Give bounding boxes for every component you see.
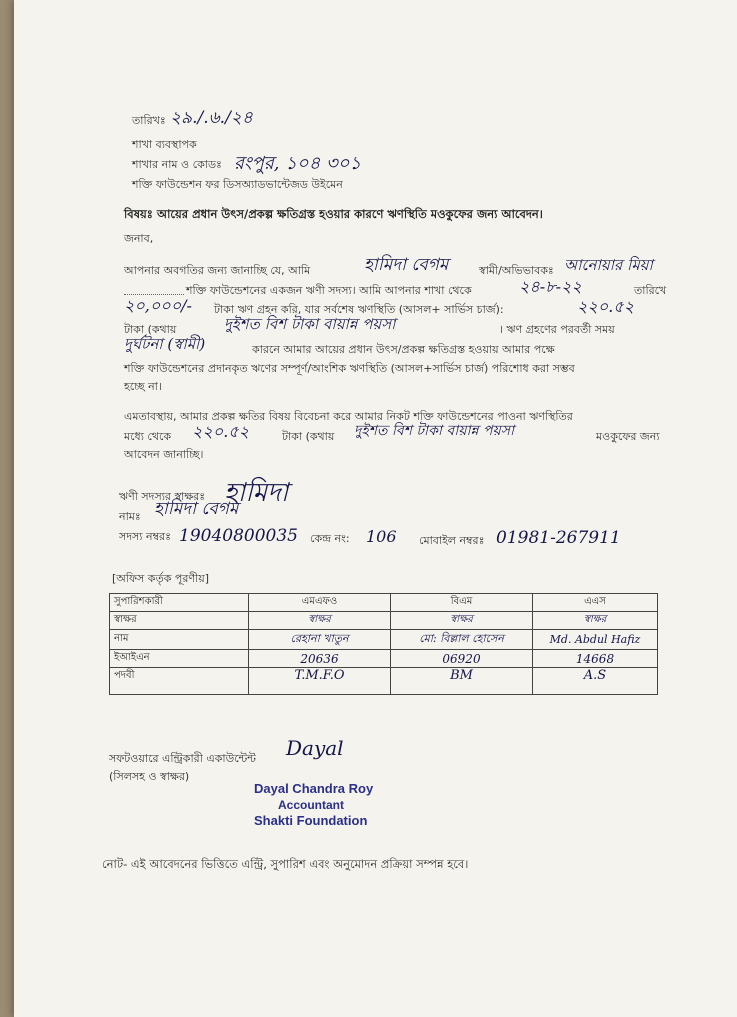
waiver-words-handwritten: দুইশত বিশ টাকা বায়ান্ন পয়সা bbox=[354, 423, 515, 439]
date-label: তারিখঃ bbox=[132, 114, 166, 127]
as-signature: স্বাক্ষর bbox=[533, 612, 658, 630]
mfo-ein: 20636 bbox=[249, 650, 391, 668]
member-signature: হামিদা bbox=[224, 478, 289, 508]
recipient-line1: শাখা ব্যবস্থাপক bbox=[132, 138, 197, 151]
para1-text8: কারনে আমার আয়ের প্রধান উৎস/প্রকল্প ক্ষতিগ্রস্ত হওয়ায় আমার পক্ষে bbox=[252, 343, 555, 356]
bm-ein: 06920 bbox=[391, 650, 533, 668]
words-handwritten: দুইশত বিশ টাকা বায়ান্ন পয়সা bbox=[224, 315, 396, 333]
table-header-cell: এমএফও bbox=[249, 594, 391, 612]
table-header-cell: সুপারিশকারী bbox=[110, 594, 249, 612]
table-row bbox=[110, 612, 658, 630]
bm-designation: BM bbox=[391, 668, 533, 695]
table-header-cell: বিএম bbox=[391, 594, 533, 612]
recommendation-table bbox=[109, 593, 658, 695]
para1-text9: শক্তি ফাউন্ডেশনের প্রদানকৃত ঋণের সম্পূর্ণ/আংশিক ঋণস্থিতি (আসল+সার্ভিস চার্জ) পরিশোধ করা সম্ভব bbox=[124, 362, 575, 375]
member-no: 19040800035 bbox=[179, 526, 298, 546]
row-label: নাম bbox=[110, 630, 249, 650]
accountant-seal-note: (সিলসহ ও স্বাক্ষর) bbox=[109, 770, 190, 783]
para1-text7: । ঋণ গ্রহণের পরবর্তী সময় bbox=[499, 323, 615, 336]
para2-text4: মওকুফের জন্য bbox=[596, 430, 660, 443]
outstanding-handwritten: ২২০.৫২ bbox=[577, 297, 635, 316]
table-row bbox=[110, 630, 658, 650]
as-designation: A.S bbox=[533, 668, 658, 695]
row-label: স্বাক্ষর bbox=[110, 612, 249, 630]
para1-text4: তারিখে bbox=[634, 284, 667, 297]
para1-text3: শক্তি ফাউন্ডেশনের একজন ঋণী সদস্য। আমি আপনার শাখা থেকে bbox=[186, 284, 472, 297]
loan-amount-handwritten: ২০,০০০/- bbox=[124, 296, 192, 315]
mfo-signature: স্বাক্ষর bbox=[249, 612, 391, 630]
para1-text2: স্বামী/অভিভাবকঃ bbox=[479, 264, 554, 277]
member-signature-label: ঋণী সদস্যর স্বাক্ষরঃ bbox=[119, 490, 206, 503]
accountant-signature: Dayal bbox=[286, 736, 344, 760]
member-no-label: সদস্য নম্বরঃ bbox=[119, 530, 171, 543]
waiver-amount-handwritten: ২২০.৫২ bbox=[192, 422, 250, 441]
table-header-cell: এএস bbox=[533, 594, 658, 612]
office-use-label: [অফিস কর্তৃক পূরণীয়] bbox=[112, 572, 209, 585]
row-label: পদবী bbox=[110, 668, 249, 695]
para1-text1: আপনার অবগতির জন্য জানাচ্ছি যে, আমি bbox=[124, 264, 311, 277]
recipient-branch-value: রংপুর, ১০৪ ৩০১ bbox=[234, 153, 362, 174]
as-name: Md. Abdul Hafiz bbox=[533, 630, 658, 650]
footer-note: নোট- এই আবেদনের ভিত্তিতে এন্ট্রি, সুপারিশ এবং অনুমোদন প্রক্রিয়া সম্পন্ন হবে। bbox=[102, 857, 469, 871]
guardian-name-handwritten: আনোয়ার মিয়া bbox=[564, 256, 653, 274]
para2-text5: আবেদন জানাচ্ছি। bbox=[124, 448, 204, 461]
bm-signature: স্বাক্ষর bbox=[391, 612, 533, 630]
table-row bbox=[110, 668, 658, 695]
mfo-designation: T.M.F.O bbox=[249, 668, 391, 695]
mfo-name: রেহানা খাতুন bbox=[249, 630, 391, 650]
mobile-label: মোবাইল নম্বরঃ bbox=[419, 534, 485, 547]
table-row bbox=[110, 650, 658, 668]
para1-text10: হচ্ছে না। bbox=[124, 380, 162, 393]
row-label: ইআইএন bbox=[110, 650, 249, 668]
application-form bbox=[14, 0, 737, 1017]
center-label: কেন্দ্র নং: bbox=[310, 532, 350, 545]
member-name: হামিদা বেগম bbox=[154, 499, 239, 519]
recipient-branch-label: শাখার নাম ও কোডঃ bbox=[132, 158, 222, 171]
mobile-no: 01981-267911 bbox=[496, 528, 621, 548]
para2-text3: টাকা (কথায় bbox=[282, 430, 335, 443]
recipient-line3: শক্তি ফাউন্ডেশন ফর ডিসঅ্যাডভান্টেজড উইমেন bbox=[132, 178, 343, 191]
reason-handwritten: দুর্ঘটনা (স্বামী) bbox=[124, 335, 206, 353]
para2-text1: এমতাবস্থায়, আমার প্রকল্প ক্ষতির বিষয় বিবেচনা করে আমার নিকট শক্তি ফাউন্ডেশনের পাওনা ঋণস্থিতির bbox=[124, 410, 573, 423]
as-ein: 14668 bbox=[533, 650, 658, 668]
member-name-label: নামঃ bbox=[119, 510, 141, 523]
accountant-label: সফটওয়ারে এন্ট্রিকারী একাউন্টেন্ট bbox=[109, 752, 256, 765]
stamp-title: Accountant bbox=[278, 798, 344, 812]
stamp-name: Dayal Chandra Roy bbox=[254, 781, 374, 796]
stamp-org: Shakti Foundation bbox=[254, 813, 368, 828]
para2-text2: মধ্যে থেকে bbox=[124, 430, 172, 443]
table-header-row bbox=[110, 594, 658, 612]
para1-text5: টাকা ঋণ গ্রহন করি, যার সর্বশেষ ঋণস্থিতি (আসল+ সার্ভিস চার্জ): bbox=[214, 303, 504, 316]
member-name-handwritten: হামিদা বেগম bbox=[364, 255, 449, 275]
center-no: 106 bbox=[366, 527, 397, 546]
salutation: জনাব, bbox=[124, 232, 154, 245]
para1-text6: টাকা (কথায় bbox=[124, 323, 177, 336]
date-value: ২৯./.৬./২৪ bbox=[170, 108, 253, 128]
subject: বিষয়ঃ আয়ের প্রধান উৎস/প্রকল্প ক্ষতিগ্রস্ত হওয়ার কারণে ঋণস্থিতি মওকুফের জন্য আবেদন। bbox=[124, 207, 543, 221]
loan-date-handwritten: ২৪-৮-২২ bbox=[519, 277, 582, 296]
bm-name: মো: বিল্লাল হোসেন bbox=[391, 630, 533, 650]
